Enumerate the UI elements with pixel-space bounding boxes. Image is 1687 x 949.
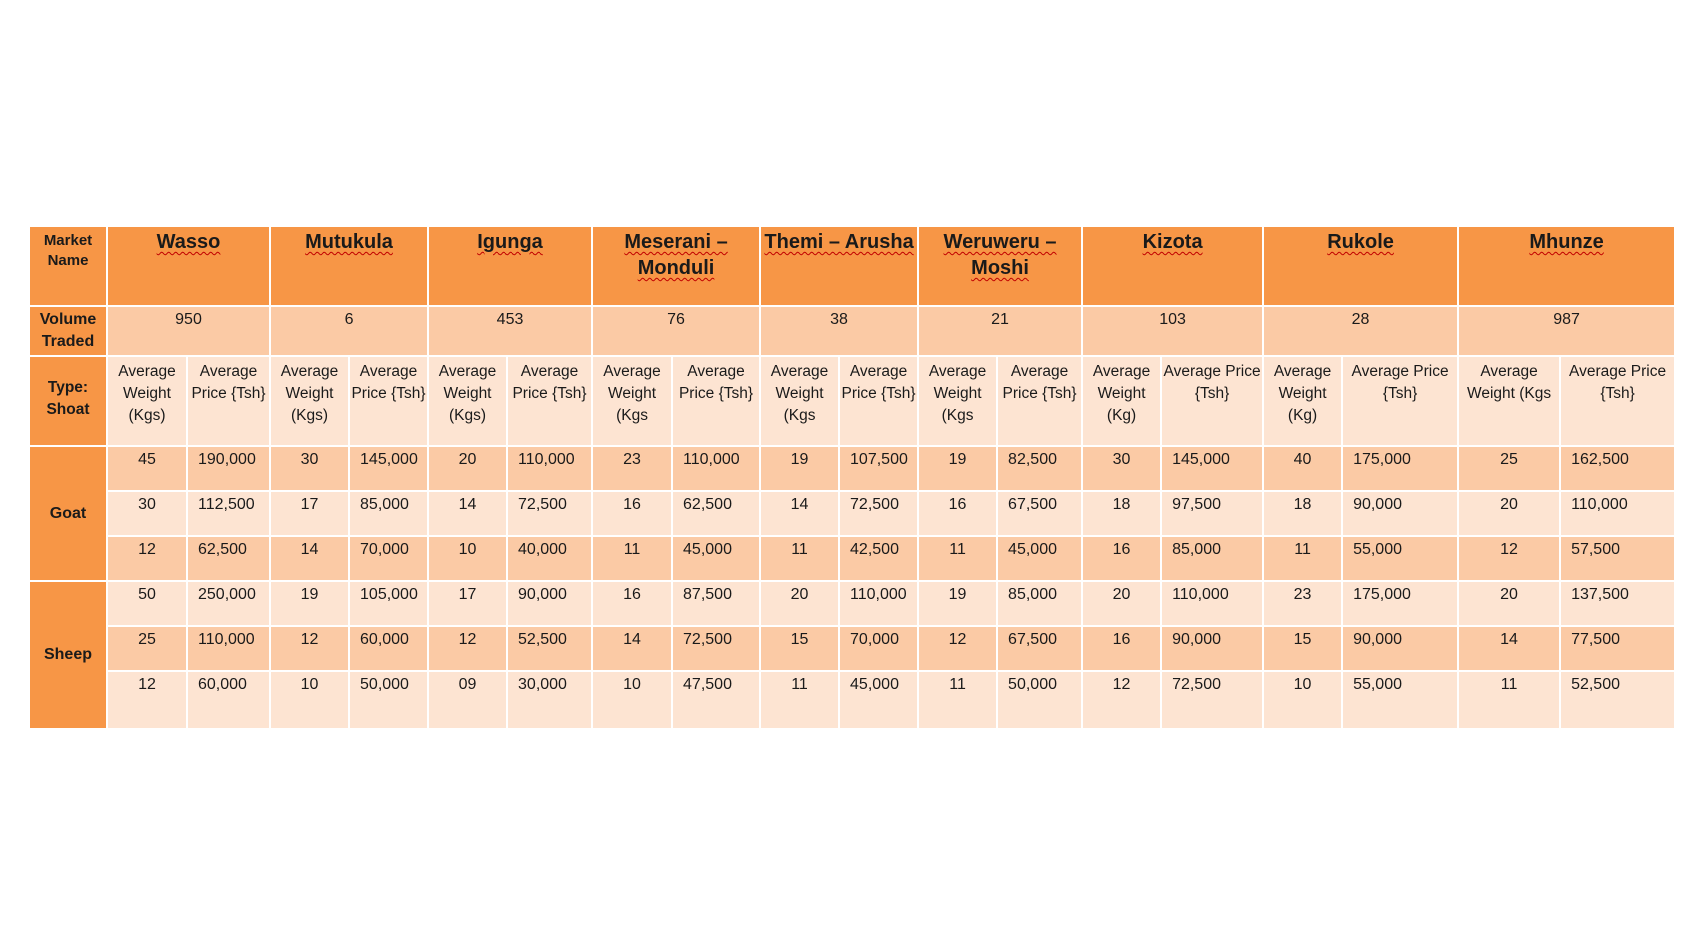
average-weight-value: 16 [1082, 536, 1161, 581]
average-weight-value: 19 [760, 446, 839, 491]
market-name-cell [428, 226, 592, 306]
average-price-value: 107,500 [839, 446, 918, 491]
average-weight-value: 11 [760, 671, 839, 729]
average-price-value: 62,500 [672, 491, 760, 536]
market-name-text: Themi – Arusha [764, 231, 914, 253]
market-name-label: Market Name [29, 226, 107, 306]
average-weight-value: 20 [760, 581, 839, 626]
average-price-value: 90,000 [1342, 626, 1458, 671]
average-price-value: 50,000 [349, 671, 428, 729]
average-weight-value: 20 [428, 446, 507, 491]
average-price-value: 85,000 [997, 581, 1082, 626]
volume-traded-value: 987 [1458, 306, 1675, 356]
average-weight-value: 20 [1458, 581, 1560, 626]
average-weight-value: 30 [107, 491, 187, 536]
average-weight-value: 50 [107, 581, 187, 626]
average-weight-header: Average Weight (Kgs) [270, 356, 349, 446]
average-weight-value: 25 [1458, 446, 1560, 491]
type-shoat-label: Type: Shoat [29, 356, 107, 446]
average-price-value: 90,000 [1161, 626, 1263, 671]
average-weight-value: 12 [107, 536, 187, 581]
average-weight-value: 14 [592, 626, 672, 671]
volume-traded-label: Volume Traded [29, 306, 107, 356]
average-price-value: 40,000 [507, 536, 592, 581]
animal-type-label: Goat [29, 446, 107, 581]
market-name-text: Wasso [156, 231, 221, 253]
market-name-cell [592, 226, 760, 306]
average-weight-value: 19 [270, 581, 349, 626]
average-price-value: 62,500 [187, 536, 270, 581]
average-price-value: 82,500 [997, 446, 1082, 491]
average-weight-value: 11 [592, 536, 672, 581]
market-name-cell [107, 226, 270, 306]
average-price-value: 175,000 [1342, 581, 1458, 626]
average-price-value: 110,000 [507, 446, 592, 491]
average-weight-value: 23 [1263, 581, 1342, 626]
average-weight-value: 20 [1458, 491, 1560, 536]
average-price-value: 70,000 [349, 536, 428, 581]
market-name-text: Igunga [477, 231, 543, 253]
average-weight-value: 12 [428, 626, 507, 671]
market-name-text: Mhunze [1529, 231, 1604, 253]
average-weight-value: 23 [592, 446, 672, 491]
average-price-value: 137,500 [1560, 581, 1675, 626]
livestock-market-table-container [28, 225, 1674, 730]
table-row [29, 491, 1675, 536]
average-price-value: 45,000 [839, 671, 918, 729]
average-weight-header: Average Weight (Kg) [1263, 356, 1342, 446]
average-price-value: 110,000 [187, 626, 270, 671]
average-price-value: 85,000 [1161, 536, 1263, 581]
average-weight-value: 17 [270, 491, 349, 536]
market-name-cell [270, 226, 428, 306]
average-price-value: 60,000 [187, 671, 270, 729]
average-weight-value: 09 [428, 671, 507, 729]
average-weight-header: Average Weight (Kgs [918, 356, 997, 446]
table-row [29, 581, 1675, 626]
average-price-value: 90,000 [507, 581, 592, 626]
average-weight-value: 10 [428, 536, 507, 581]
average-weight-value: 11 [918, 536, 997, 581]
market-name-text: Mutukula [305, 231, 393, 253]
average-weight-header: Average Weight (Kgs [760, 356, 839, 446]
market-name-cell [1263, 226, 1458, 306]
average-weight-value: 16 [1082, 626, 1161, 671]
average-price-value: 72,500 [839, 491, 918, 536]
volume-traded-value: 453 [428, 306, 592, 356]
average-price-value: 67,500 [997, 491, 1082, 536]
average-price-value: 72,500 [672, 626, 760, 671]
average-price-value: 55,000 [1342, 671, 1458, 729]
average-weight-value: 10 [592, 671, 672, 729]
market-name-text: Rukole [1327, 231, 1394, 253]
market-name-text: Weruweru – Moshi [943, 231, 1057, 279]
average-price-value: 60,000 [349, 626, 428, 671]
average-weight-header: Average Weight (Kgs) [428, 356, 507, 446]
volume-traded-value: 28 [1263, 306, 1458, 356]
average-price-value: 87,500 [672, 581, 760, 626]
market-name-cell [760, 226, 918, 306]
average-price-value: 72,500 [507, 491, 592, 536]
market-name-text: Meserani – Monduli [624, 231, 728, 279]
volume-traded-value: 103 [1082, 306, 1263, 356]
volume-traded-value: 950 [107, 306, 270, 356]
average-price-value: 145,000 [349, 446, 428, 491]
average-price-value: 45,000 [997, 536, 1082, 581]
average-price-value: 45,000 [672, 536, 760, 581]
average-weight-value: 14 [1458, 626, 1560, 671]
table-row [29, 446, 1675, 491]
average-weight-value: 25 [107, 626, 187, 671]
average-weight-value: 45 [107, 446, 187, 491]
average-price-value: 42,500 [839, 536, 918, 581]
average-weight-value: 12 [270, 626, 349, 671]
table-row [29, 626, 1675, 671]
market-name-cell [1082, 226, 1263, 306]
average-price-value: 110,000 [1560, 491, 1675, 536]
average-weight-value: 12 [107, 671, 187, 729]
average-weight-value: 14 [270, 536, 349, 581]
market-name-text: Kizota [1142, 231, 1203, 253]
average-weight-value: 11 [760, 536, 839, 581]
average-weight-value: 12 [1458, 536, 1560, 581]
average-price-value: 90,000 [1342, 491, 1458, 536]
average-weight-value: 16 [592, 491, 672, 536]
average-weight-value: 19 [918, 446, 997, 491]
average-weight-value: 18 [1263, 491, 1342, 536]
average-weight-value: 19 [918, 581, 997, 626]
average-price-value: 110,000 [1161, 581, 1263, 626]
average-price-value: 162,500 [1560, 446, 1675, 491]
average-weight-header: Average Weight (Kg) [1082, 356, 1161, 446]
average-weight-value: 12 [1082, 671, 1161, 729]
average-weight-value: 10 [1263, 671, 1342, 729]
average-price-value: 97,500 [1161, 491, 1263, 536]
table-row [29, 671, 1675, 729]
average-price-header: Average Price {Tsh} [349, 356, 428, 446]
average-weight-value: 18 [1082, 491, 1161, 536]
average-weight-value: 16 [592, 581, 672, 626]
average-weight-value: 15 [760, 626, 839, 671]
average-price-value: 50,000 [997, 671, 1082, 729]
average-weight-value: 16 [918, 491, 997, 536]
average-weight-value: 11 [1263, 536, 1342, 581]
average-price-value: 52,500 [1560, 671, 1675, 729]
average-price-value: 110,000 [839, 581, 918, 626]
average-price-value: 112,500 [187, 491, 270, 536]
average-weight-value: 10 [270, 671, 349, 729]
average-weight-value: 15 [1263, 626, 1342, 671]
average-price-header: Average Price {Tsh} [997, 356, 1082, 446]
average-weight-value: 30 [270, 446, 349, 491]
average-price-header: Average Price {Tsh} [839, 356, 918, 446]
average-price-value: 72,500 [1161, 671, 1263, 729]
average-price-value: 47,500 [672, 671, 760, 729]
volume-traded-value: 21 [918, 306, 1082, 356]
average-weight-value: 20 [1082, 581, 1161, 626]
average-weight-header: Average Weight (Kgs [592, 356, 672, 446]
average-price-header: Average Price {Tsh} [1161, 356, 1263, 446]
average-price-value: 145,000 [1161, 446, 1263, 491]
average-price-value: 30,000 [507, 671, 592, 729]
volume-traded-row [29, 306, 1675, 356]
average-weight-value: 14 [760, 491, 839, 536]
average-price-header: Average Price {Tsh} [672, 356, 760, 446]
average-price-header: Average Price {Tsh} [187, 356, 270, 446]
average-weight-value: 30 [1082, 446, 1161, 491]
average-price-value: 250,000 [187, 581, 270, 626]
average-weight-value: 40 [1263, 446, 1342, 491]
average-price-value: 52,500 [507, 626, 592, 671]
average-price-value: 67,500 [997, 626, 1082, 671]
market-header-row [29, 226, 1675, 306]
volume-traded-value: 38 [760, 306, 918, 356]
average-weight-header: Average Weight (Kgs) [107, 356, 187, 446]
volume-traded-value: 6 [270, 306, 428, 356]
animal-type-label: Sheep [29, 581, 107, 729]
livestock-market-table [28, 225, 1676, 730]
average-price-value: 55,000 [1342, 536, 1458, 581]
average-weight-value: 12 [918, 626, 997, 671]
average-weight-value: 11 [918, 671, 997, 729]
average-weight-value: 11 [1458, 671, 1560, 729]
volume-traded-value: 76 [592, 306, 760, 356]
average-price-value: 190,000 [187, 446, 270, 491]
market-name-cell [918, 226, 1082, 306]
average-price-value: 85,000 [349, 491, 428, 536]
table-row [29, 536, 1675, 581]
average-price-value: 105,000 [349, 581, 428, 626]
average-price-value: 175,000 [1342, 446, 1458, 491]
average-price-value: 57,500 [1560, 536, 1675, 581]
average-price-value: 70,000 [839, 626, 918, 671]
average-price-header: Average Price {Tsh} [507, 356, 592, 446]
average-price-header: Average Price {Tsh} [1342, 356, 1458, 446]
average-weight-header: Average Weight (Kgs [1458, 356, 1560, 446]
average-weight-value: 17 [428, 581, 507, 626]
market-name-cell [1458, 226, 1675, 306]
type-subheader-row [29, 356, 1675, 446]
average-price-header: Average Price {Tsh} [1560, 356, 1675, 446]
average-price-value: 77,500 [1560, 626, 1675, 671]
average-weight-value: 14 [428, 491, 507, 536]
average-price-value: 110,000 [672, 446, 760, 491]
